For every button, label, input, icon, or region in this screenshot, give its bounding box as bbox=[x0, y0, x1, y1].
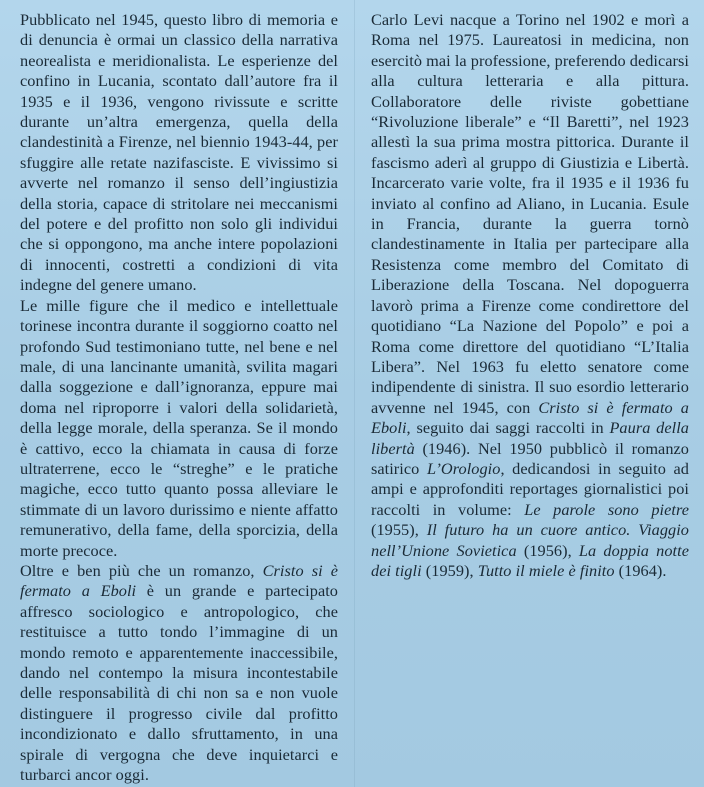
bio-text-6: (1956), bbox=[516, 540, 579, 560]
work-title-parole: Le parole sono pietre bbox=[524, 499, 689, 519]
bio-text-1: Carlo Levi nacque a Torino nel 1902 e morì a Roma nel 1975. Laureatosi in medicina, non esercitò mai la professione, preferendo dedicarsi alla cultura letteraria e alla pittura. Collaboratore delle riviste gobettiane “Rivoluzione liberale” e “Il Baretti”, nel 1923 allestì la sua prima mostra pittorica. Durante il fascismo aderì al gruppo di Giustizia e Libertà. Incarcerato varie volte, fra il 1935 e il 1936 fu inviato al confino ad Aliano, in Lucania. Esule in Francia, durante la guerra tornò clandestinamente in Italia per partecipare alla Resistenza come membro del Comitato di Liberazione della Toscana. Nel dopoguerra lavorò prima a Firenze come condirettore del quotidiano “La Nazione del Popolo” e poi a Roma come direttore del quotidiano “L’Italia Libera”. Nel 1963 fu eletto senatore come indipendente di sinistra. Il suo esordio letterario avvenne nel 1945, con bbox=[371, 10, 689, 417]
book-title-italic: Cristo si è fermato a Eboli bbox=[20, 560, 338, 601]
bio-text-8: (1964). bbox=[614, 560, 667, 580]
bio-text-4: , dedicandosi in seguito ad ampi e approfonditi reportages giornalistici poi raccolti in volume: bbox=[371, 458, 689, 519]
column-gutter bbox=[354, 0, 355, 787]
work-title-doppia-notte: La doppia notte dei tigli bbox=[371, 540, 689, 580]
author-biography-paragraph bbox=[371, 10, 689, 581]
bio-text-7: (1959), bbox=[421, 560, 478, 580]
synopsis-paragraph-1: Pubblicato nel 1945, questo libro di memoria e di denuncia è ormai un classico della narrativa neorealista e meridionalista. Le esperienze del confino in Lucania, scontato dall’autore fra il 1935 e il 1936, vengono rivissute e scritte durante un’altra emergenza, quella della clandestinità a Firenze, nel biennio 1943-44, per sfuggire alle retate nazifasciste. E vivissimo si avverte nel romanzo il senso dell’ingiustizia della storia, capace di stritolare nei meccanismi del potere e del profitto non solo gli individui che si oppongono, ma anche intere popolazioni di innocenti, costretti a condizioni di vita indegne del genere umano. bbox=[20, 10, 338, 295]
synopsis-p3-intro: Oltre e ben più che un romanzo, bbox=[20, 560, 263, 580]
synopsis-paragraph-2: Le mille figure che il medico e intellettuale torinese incontra durante il soggiorno coatto nel profondo Sud testimoniano tutte, nel bene e nel male, di una lancinante umanità, svilita magari dalla soggezione e dall’ignoranza, eppure mai doma nel riproporre i valori della solidarietà, della legge morale, della speranza. Se il mondo è cattivo, ecco la chiamata in causa di forze ultraterrene, ecco le “streghe” e le pratiche magiche, ecco tutto quanto possa alleviare le stimmate di un lavoro durissimo e niente affatto remunerativo, della fame, della sporcizia, della morte precoce. bbox=[20, 295, 338, 560]
author-biography-column bbox=[371, 10, 689, 581]
bio-text-5: (1955), bbox=[371, 520, 427, 540]
book-synopsis-column bbox=[20, 10, 338, 785]
work-title-futuro: Il futuro ha un cuore antico. Viaggio nell’Unione Sovietica bbox=[371, 520, 689, 560]
bio-text-2: , seguito dai saggi raccolti in bbox=[406, 418, 610, 438]
synopsis-paragraph-3 bbox=[20, 561, 338, 785]
work-title-miele: Tutto il miele è finito bbox=[477, 560, 615, 580]
work-title-orologio: L’Orologio bbox=[426, 458, 501, 478]
synopsis-p3-rest: è un grande e partecipato affresco sociologico e antropologico, che restituisce a tutto tondo l’immagine di un mondo remoto e apparentemente inaccessibile, dando nel contempo la misura incontestabile delle responsabilità di chi non sa e non vuole distinguere il progresso civile dal profitto incondizionato e dallo sfruttamento, in una spirale di vergogna che deve inquietarci e turbarci ancor oggi. bbox=[20, 581, 338, 785]
work-title-cristo: Cristo si è fermato a Eboli bbox=[371, 397, 689, 438]
work-title-paura: Paura della libertà bbox=[371, 418, 689, 458]
bio-text-3: (1946). Nel 1950 pubblicò il romanzo satirico bbox=[371, 438, 689, 478]
